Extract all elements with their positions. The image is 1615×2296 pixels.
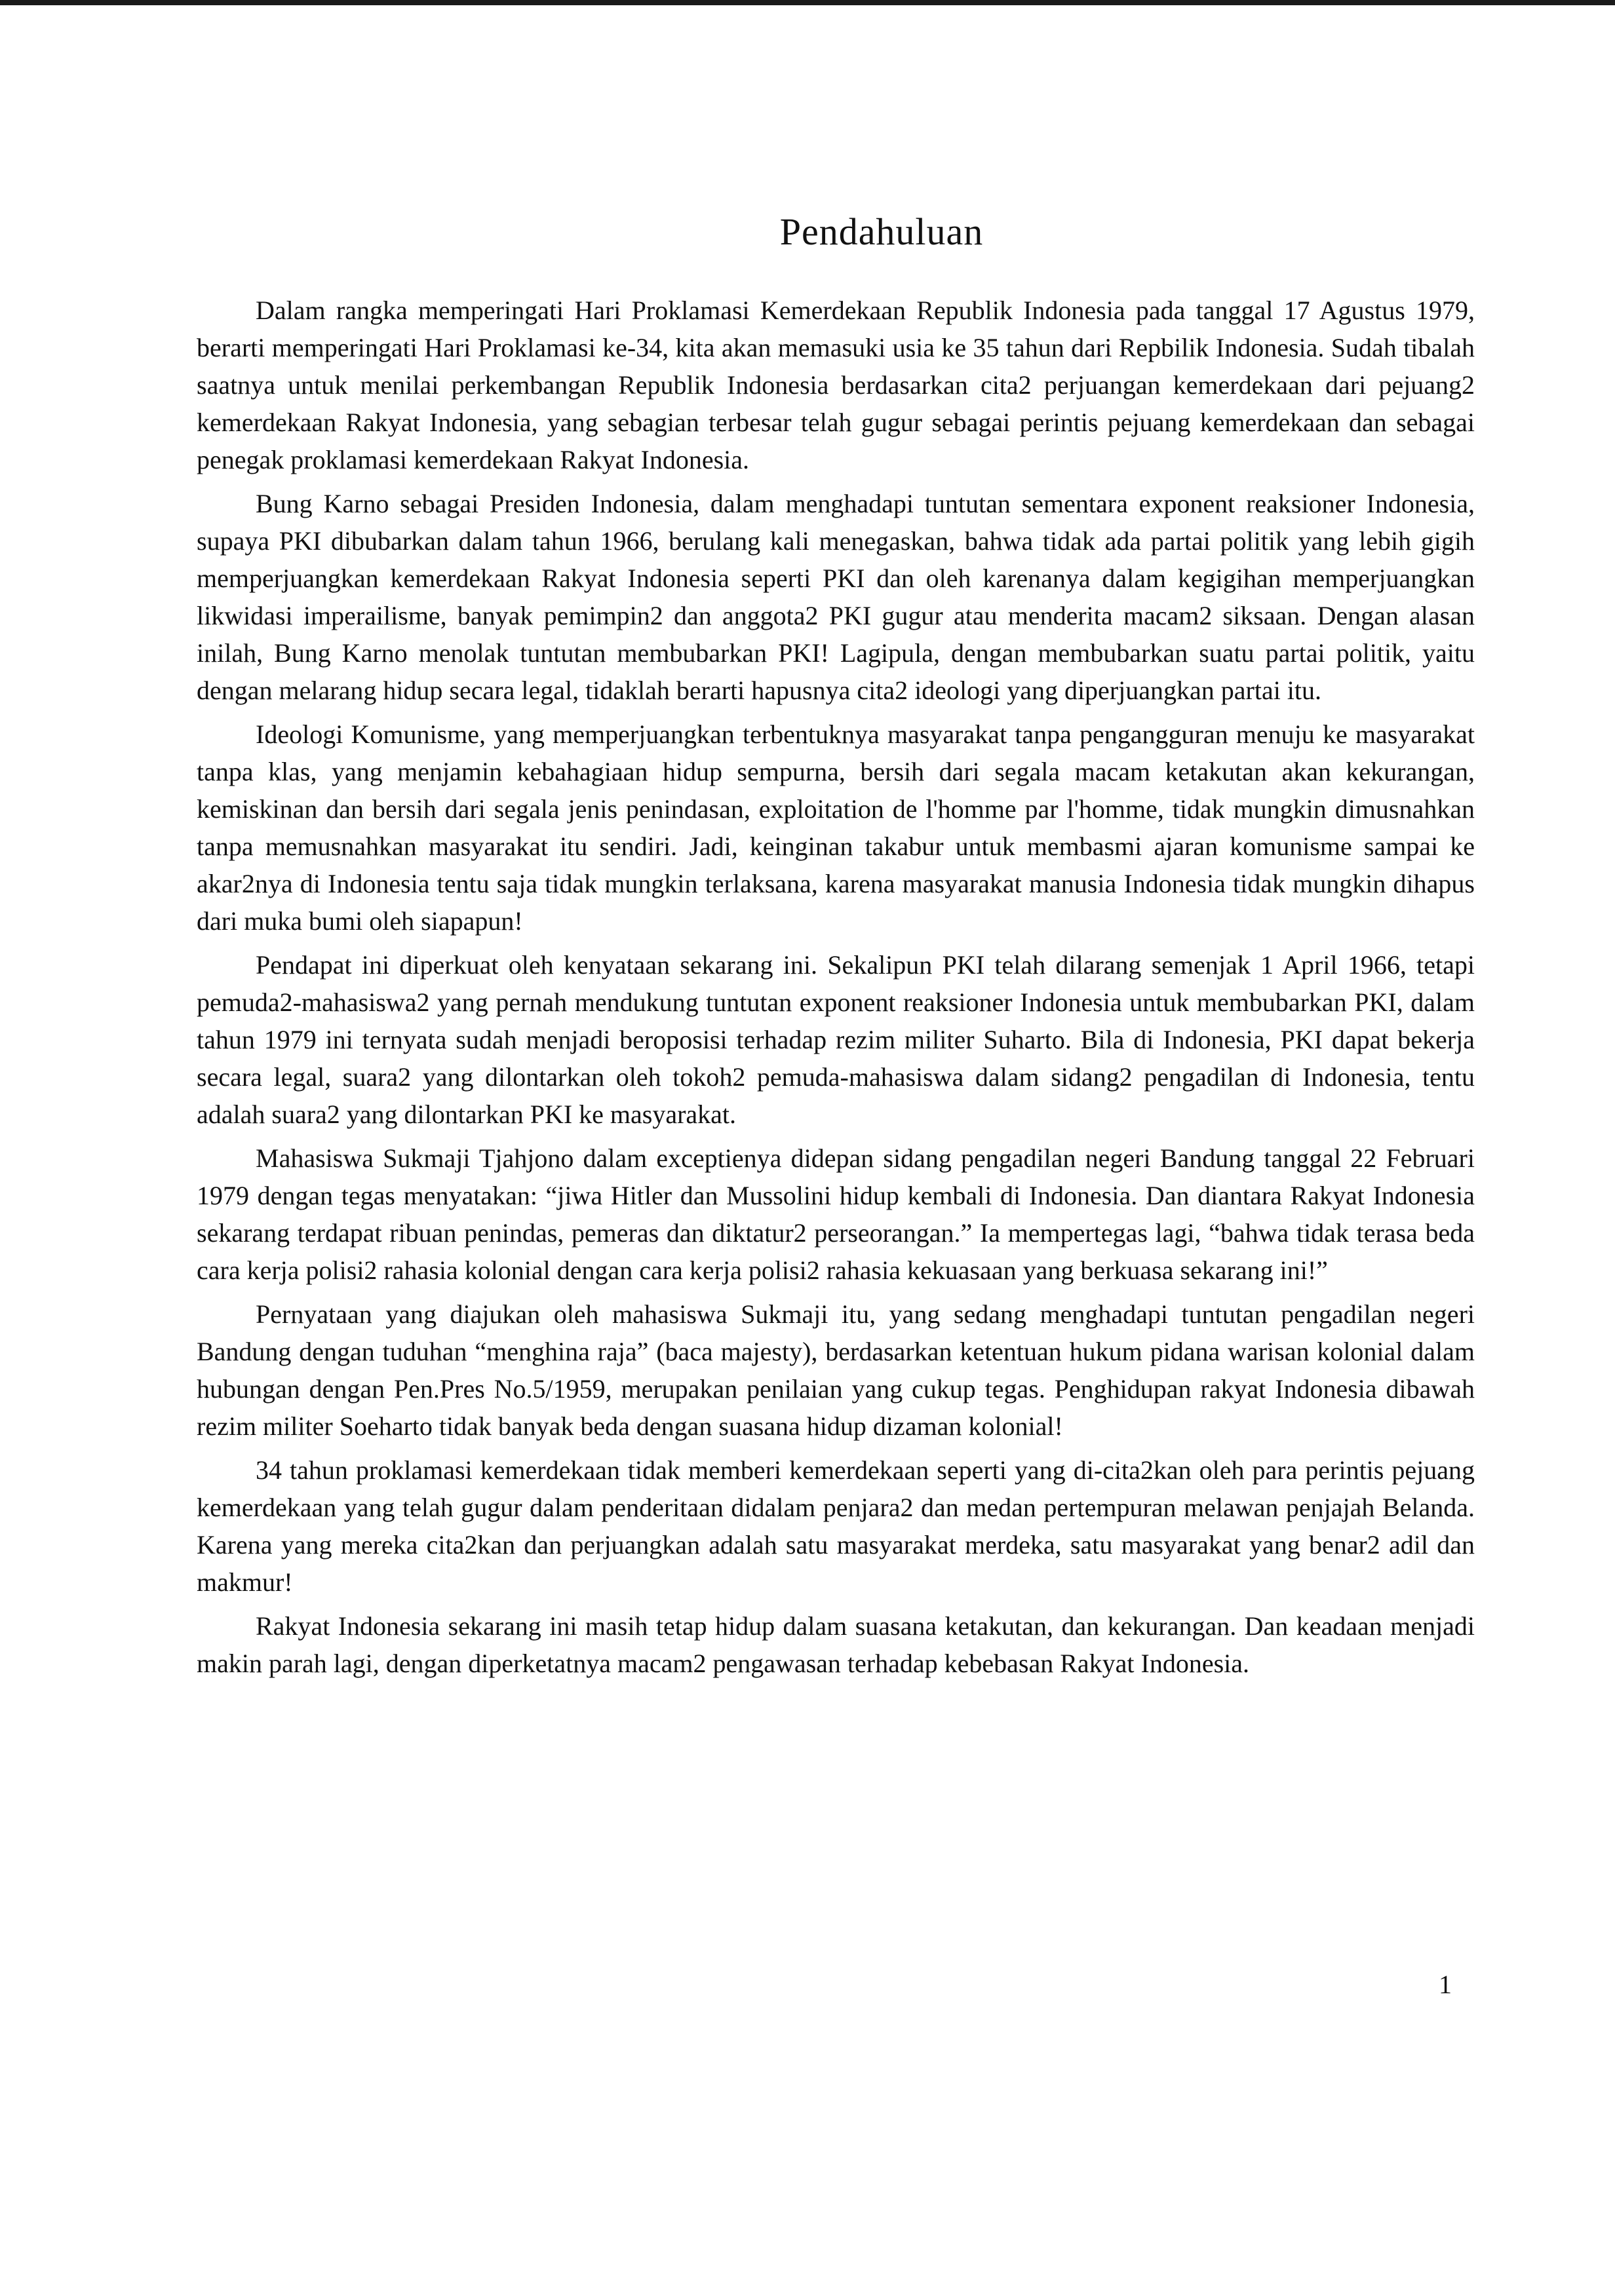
paragraph-3: Ideologi Komunisme, yang memperjuangkan terbentuknya masyarakat tanpa pengangguran menuju ke masyarakat tanpa klas, yang menjamin kebahagiaan hidup sempurna, bersih dari segala macam ketakutan akan kekurangan, kemiskinan dan bersih dari segala jenis penindasan, exploitation de l'homme par l'homme, tidak mungkin dimusnahkan tanpa memusnahkan masyarakat itu sendiri. Jadi, keinginan takabur untuk membasmi ajaran komunisme sampai ke akar2nya di Indonesia tentu saja tidak mungkin terlaksana, karena masyarakat manusia Indonesia tidak mungkin dihapus dari muka bumi oleh siapapun!: [197, 719, 1475, 936]
paragraph-7: 34 tahun proklamasi kemerdekaan tidak memberi kemerdekaan seperti yang di-cita2kan oleh para perintis pejuang kemerdekaan yang telah gugur dalam penderitaan didalam penjara2 dan medan pertempuran melawan penjajah Belanda. Karena yang mereka cita2kan dan perjuangkan adalah satu masyarakat merdeka, satu masyarakat yang benar2 adil dan makmur!: [197, 1455, 1475, 1597]
scan-top-border: [0, 0, 1615, 5]
paragraph-5: Mahasiswa Sukmaji Tjahjono dalam exceptienya didepan sidang pengadilan negeri Bandung tanggal 22 Februari 1979 dengan tegas menyatakan: “jiwa Hitler dan Mussolini hidup kembali di Indonesia. Dan diantara Rakyat Indonesia sekarang terdapat ribuan penindas, pemeras dan diktatur2 perseorangan.” Ia mempertegas lagi, “bahwa tidak terasa beda cara kerja polisi2 rahasia kolonial dengan cara kerja polisi2 rahasia kekuasaan yang berkuasa sekarang ini!”: [197, 1143, 1475, 1285]
paragraph-2: Bung Karno sebagai Presiden Indonesia, dalam menghadapi tuntutan sementara exponent reaksioner Indonesia, supaya PKI dibubarkan dalam tahun 1966, berulang kali menegaskan, bahwa tidak ada partai politik yang lebih gigih memperjuangkan kemerdekaan Rakyat Indonesia seperti PKI dan oleh karenanya dalam kegigihan memperjuangkan likwidasi imperailisme, banyak pemimpin2 dan anggota2 PKI gugur atau menderita macam2 siksaan. Dengan alasan inilah, Bung Karno menolak tuntutan membubarkan PKI! Lagipula, dengan membubarkan suatu partai politik, yaitu dengan melarang hidup secara legal, tidaklah berarti hapusnya cita2 ideologi yang diperjuangkan partai itu.: [197, 489, 1475, 705]
paragraph-1: Dalam rangka memperingati Hari Proklamasi Kemerdekaan Republik Indonesia pada tanggal 17 Agustus 1979, berarti memperingati Hari Proklamasi ke-34, kita akan memasuki usia ke 35 tahun dari Repbilik Indonesia. Sudah tibalah saatnya untuk menilai perkembangan Republik Indonesia berdasarkan cita2 perjuangan kemerdekaan dari pejuang2 kemerdekaan Rakyat Indonesia, yang sebagian terbesar telah gugur sebagai perintis pejuang kemerdekaan dan sebagai penegak proklamasi kemerdekaan Rakyat Indonesia.: [197, 296, 1475, 474]
paragraph-8: Rakyat Indonesia sekarang ini masih tetap hidup dalam suasana ketakutan, dan kekurangan. Dan keadaan menjadi makin parah lagi, dengan diperketatnya macam2 pengawasan terhadap kebebasan Rakyat Indonesia.: [197, 1611, 1475, 1678]
paragraph-6: Pernyataan yang diajukan oleh mahasiswa Sukmaji itu, yang sedang menghadapi tuntutan pengadilan negeri Bandung dengan tuduhan “menghina raja” (baca majesty), berdasarkan ketentuan hukum pidana warisan kolonial dalam hubungan dengan Pen.Pres No.5/1959, merupakan penilaian yang cukup tegas. Penghidupan rakyat Indonesia dibawah rezim militer Soeharto tidak banyak beda dengan suasana hidup dizaman kolonial!: [197, 1299, 1475, 1441]
page-number: 1: [1439, 1970, 1452, 1999]
page-title: Pendahuluan: [779, 210, 984, 253]
document-page: [197, 210, 1475, 1689]
paragraph-4: Pendapat ini diperkuat oleh kenyataan sekarang ini. Sekalipun PKI telah dilarang semenjak 1 April 1966, tetapi pemuda2-mahasiswa2 yang pernah mendukung tuntutan exponent reaksioner Indonesia untuk membubarkan PKI, dalam tahun 1979 ini ternyata sudah menjadi beroposisi terhadap rezim militer Suharto. Bila di Indonesia, PKI dapat bekerja secara legal, suara2 yang dilontarkan oleh tokoh2 pemuda-mahasiswa dalam sidang2 pengadilan di Indonesia, tentu adalah suara2 yang dilontarkan PKI ke masyarakat.: [197, 950, 1475, 1129]
